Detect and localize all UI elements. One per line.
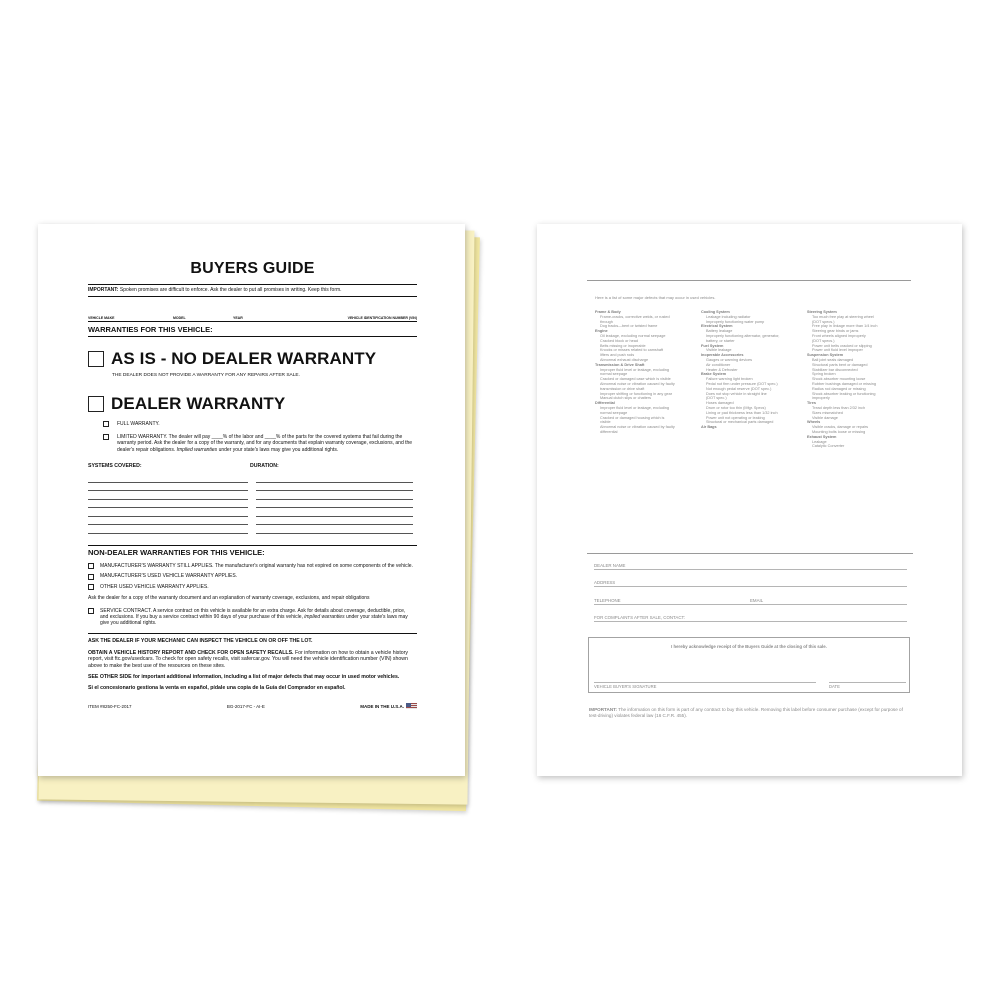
- defect-item: Battery leakage: [706, 329, 733, 334]
- defect-item: Visible damage: [812, 415, 838, 420]
- defects-intro: Here is a list of some major defects that may occur in used vehicles.: [595, 295, 716, 300]
- defect-item: transmission or drive shaft: [600, 386, 645, 391]
- defect-item: lifters and push rods: [600, 353, 635, 358]
- defect-item: Gauges or warning devices: [706, 357, 753, 362]
- defect-category: Differential: [595, 401, 615, 406]
- defect-category: Tires: [807, 401, 817, 406]
- defect-item: Stabilizer bar disconnected: [812, 367, 858, 372]
- defect-item: Too much free play at steering wheel: [812, 314, 874, 319]
- vehicle-fields: [88, 316, 417, 322]
- history-report-text: OBTAIN A VEHICLE HISTORY REPORT AND CHECK FOR OPEN SAFETY RECALLS. For information on how to obtain a vehicle history report, visit ftc.gov/usedcars. To check for open safety recalls, visit safercar.gov. You will need the vehicle identification number (VIN) shown above to make the best use of the resources on these sites.: [88, 650, 408, 669]
- buyers-guide-front-page: [38, 224, 465, 776]
- defect-item: Manual clutch slips or chatters: [600, 396, 652, 401]
- defect-item: Improper fluid level or leakage, excluding: [600, 405, 670, 410]
- defect-category: Inoperable Accessories: [701, 353, 744, 358]
- buyers-guide-back-page: [537, 224, 962, 776]
- mfr-used-checkbox[interactable]: [88, 574, 94, 580]
- defect-item: Leakage including radiator: [706, 314, 751, 319]
- other-used-option[interactable]: [88, 584, 417, 591]
- defect-item: Pedal not firm under pressure (DOT spec.): [706, 381, 778, 386]
- defect-item: Leakage: [812, 439, 827, 444]
- defect-category: Exhaust System: [807, 434, 837, 439]
- defect-category: Transmission & Drive Shaft: [595, 362, 645, 367]
- defect-item: Improperly functioning alternator, generator,: [706, 333, 780, 338]
- as-is-subtext: THE DEALER DOES NOT PROVIDE A WARRANTY FOR ANY REPAIRS AFTER SALE.: [112, 373, 300, 378]
- defect-item: Does not stop vehicle in straight line: [706, 391, 767, 396]
- defect-item: Drum or rotor too thin (Mfgr. Specs): [706, 405, 766, 410]
- important-text: Spoken promises are difficult to enforce. Ask the dealer to put all promises in writing. Keep this form.: [118, 287, 342, 293]
- complaints-contact-field[interactable]: FOR COMPLAINTS AFTER SALE, CONTACT:: [594, 615, 907, 622]
- defect-item: Visible leakage: [706, 348, 732, 353]
- duration-label: DURATION:: [250, 463, 279, 470]
- defect-item: Frame-cracks, corrective welds, or rusted: [600, 314, 670, 319]
- defect-item: Improperly functioning water pump: [706, 319, 765, 324]
- defects-column-2: [701, 310, 801, 430]
- limited-warranty-option[interactable]: [103, 434, 417, 454]
- email-field[interactable]: EMAIL: [750, 598, 764, 603]
- as-is-checkbox[interactable]: [88, 351, 104, 367]
- defect-category: Cooling System: [701, 310, 730, 314]
- defect-item: Abnormal noise or vibration caused by faulty: [600, 425, 675, 430]
- spanish-notice: Si el concesionario gestiona la venta en español, pídale una copia de la Guía del Comprador en español.: [88, 684, 346, 691]
- systems-duration-lines: [88, 474, 417, 534]
- back-important-notice: IMPORTANT: The information on this form is part of any contract to buy this vehicle. Removing this label before consumer purchase (except for purpose of test-driving) violates federal law (16 C.F.R. 455).: [589, 707, 903, 718]
- defects-column-3: [807, 310, 907, 449]
- front-footer: [88, 703, 417, 709]
- telephone-field[interactable]: TELEPHONE EMAIL: [594, 598, 907, 605]
- warranties-heading: WARRANTIES FOR THIS VEHICLE:: [88, 325, 417, 337]
- defect-item: Oil leakage, excluding normal seepage: [600, 333, 666, 338]
- see-other-side-text: SEE OTHER SIDE for important additional information, including a list of major defects that may occur in used motor vehicles.: [88, 673, 400, 680]
- full-warranty-label: FULL WARRANTY.: [117, 421, 160, 427]
- defect-category: Steering System: [807, 310, 837, 314]
- made-in-label: MADE IN THE U.S.A.: [360, 703, 417, 709]
- defect-item: battery, or starter: [706, 338, 735, 343]
- full-warranty-checkbox[interactable]: [103, 421, 109, 427]
- defect-item: Heater & Defroster: [706, 367, 738, 372]
- defect-item: Cracked or damaged case which is visible: [600, 377, 671, 382]
- defect-item: Air conditioner: [706, 362, 731, 367]
- as-is-label: AS IS - NO DEALER WARRANTY: [111, 349, 377, 368]
- defect-item: Power unit not operating or leaking: [706, 415, 765, 420]
- mfr-used-option[interactable]: [88, 573, 417, 580]
- defect-item: Belts missing or inoperable: [600, 343, 646, 348]
- defect-category: Wheels: [807, 420, 821, 425]
- defect-item: improperly: [812, 396, 830, 401]
- defect-item: Lining or pad thickness less than 1/32 inch: [706, 410, 778, 415]
- defect-item: Abnormal noise or vibration caused by faulty: [600, 381, 675, 386]
- dealer-warranty-label: DEALER WARRANTY: [111, 394, 286, 413]
- us-flag-icon: [406, 703, 417, 709]
- important-label: IMPORTANT:: [88, 287, 119, 293]
- defect-item: Sizes mismatched: [812, 410, 843, 415]
- page-title: BUYERS GUIDE: [190, 260, 315, 277]
- defect-item: Power unit fluid level improper: [812, 348, 863, 353]
- defect-item: Mounting bolts loose or missing: [812, 429, 866, 434]
- other-used-checkbox[interactable]: [88, 584, 94, 590]
- dealer-name-field[interactable]: DEALER NAME: [594, 563, 907, 570]
- defect-item: Ball joint seals damaged: [812, 357, 854, 362]
- defect-item: Spring broken: [812, 372, 836, 377]
- divider: [88, 633, 417, 634]
- duration-lines[interactable]: [256, 474, 413, 534]
- defect-category: Brake System: [701, 372, 727, 377]
- defect-item: visible: [600, 420, 611, 425]
- defect-item: Front wheels aligned improperly: [812, 333, 866, 338]
- defect-item: Cracked block or head: [600, 338, 638, 343]
- defect-item: Shock absorber mounting loose: [812, 377, 866, 382]
- form-code: BG-2017-FC - AI-E: [226, 703, 265, 709]
- divider: [587, 280, 911, 281]
- mfr-used-text: MANUFACTURER'S USED VEHICLE WARRANTY APPLIES.: [100, 573, 238, 580]
- ask-mechanic-text: ASK THE DEALER IF YOUR MECHANIC CAN INSPECT THE VEHICLE ON OR OFF THE LOT.: [88, 637, 313, 644]
- vehicle-vin-field[interactable]: VEHICLE IDENTIFICATION NUMBER (VIN): [347, 316, 417, 320]
- defect-item: Hoses damaged: [706, 401, 734, 406]
- defect-item: through: [600, 319, 613, 324]
- buyer-signature-field[interactable]: VEHICLE BUYER'S SIGNATURE: [594, 682, 816, 689]
- defect-item: (DOT specs.): [812, 319, 835, 324]
- service-contract-checkbox[interactable]: [88, 608, 94, 614]
- defect-item: Structural or mechanical parts damaged: [706, 420, 774, 425]
- address-field[interactable]: ADDRESS: [594, 580, 907, 587]
- defect-item: Steering gear binds or jams: [812, 329, 859, 334]
- defect-category: Air Bags: [701, 425, 717, 430]
- defect-item: Visible cracks, damage or repairs: [812, 425, 869, 430]
- defect-category: Suspension System: [807, 353, 844, 358]
- defect-item: Radius rod damaged or missing: [812, 386, 866, 391]
- mfr-still-applies-text: MANUFACTURER'S WARRANTY STILL APPLIES. The manufacturer's original warranty has not expired on some components of the vehicle.: [100, 562, 413, 569]
- defect-category: Frame & Body: [595, 310, 621, 314]
- defect-category: Engine: [595, 329, 608, 334]
- defect-item: (DOT specs.): [812, 338, 835, 343]
- defect-category: Electrical System: [701, 324, 733, 329]
- defect-item: Catalytic Converter: [812, 444, 845, 449]
- other-used-text: OTHER USED VEHICLE WARRANTY APPLIES.: [100, 583, 209, 590]
- defect-item: normal seepage: [600, 372, 628, 377]
- important-notice: [88, 284, 417, 297]
- defect-item: (DOT spec.): [706, 396, 727, 401]
- defects-column-1: [595, 310, 695, 435]
- service-contract-option[interactable]: [88, 608, 417, 627]
- defect-item: Structural parts bent or damaged: [812, 362, 868, 367]
- defect-item: Dog tracks—bent or twisted frame: [600, 324, 658, 329]
- defect-item: Rubber bushings damaged or missing: [812, 381, 876, 386]
- defect-item: Failure warning light broken: [706, 377, 753, 382]
- systems-covered-lines[interactable]: [88, 474, 248, 534]
- as-is-option[interactable]: [88, 349, 417, 369]
- dealer-warranty-checkbox[interactable]: [88, 396, 104, 412]
- divider: [587, 553, 913, 554]
- limited-warranty-checkbox[interactable]: [103, 434, 109, 440]
- defect-item: Cracked or damaged housing which is: [600, 415, 665, 420]
- acknowledgement-box: [588, 637, 910, 693]
- vehicle-make-field[interactable]: VEHICLE MAKE: [88, 316, 115, 320]
- service-contract-text: SERVICE CONTRACT. A service contract on this vehicle is available for an extra charge. Ask for details about coverage, deductible, price, and exclusions. If you buy a service contract within 90 days of your purchase of this vehicle, implied warranties under your state's laws may give you additional rights.: [100, 607, 408, 627]
- vehicle-year-field[interactable]: YEAR: [233, 316, 243, 320]
- limited-warranty-text: LIMITED WARRANTY. The dealer will pay ____% of the labor and ____% of the parts for the covered systems that fail during the warranty period. Ask the dealer for a copy of the warranty, and for any documents that explain warranty coverage, exclusions, and the dealer's repair obligations. Implied warranties under your state's laws may give you additional rights.: [117, 433, 413, 453]
- defect-item: Not enough pedal reserve (DOT spec.): [706, 386, 772, 391]
- vehicle-model-field[interactable]: MODEL: [173, 316, 186, 320]
- defect-item: Power unit belts cracked or slipping: [812, 343, 872, 348]
- item-number: ITEM #8250-FC-2017: [88, 703, 132, 709]
- defect-item: differential: [600, 429, 618, 434]
- defect-item: Improper shifting or functioning in any gear: [600, 391, 672, 396]
- defect-category: Fuel System: [701, 343, 724, 348]
- mfr-still-applies-checkbox[interactable]: [88, 563, 94, 569]
- defect-item: Abnormal exhaust discharge: [600, 357, 649, 362]
- ask-copy-text: Ask the dealer for a copy of the warranty document and an explanation of warranty coverage, exclusions, and repair obligations: [88, 595, 370, 602]
- systems-covered-label: SYSTEMS COVERED:: [88, 463, 142, 470]
- defect-item: Improper fluid level or leakage, excluding: [600, 367, 670, 372]
- dealer-warranty-option[interactable]: [88, 394, 417, 414]
- defect-item: Knocks or misses related to camshaft: [600, 348, 664, 353]
- defect-item: Free play in linkage more than 1/4 inch: [812, 324, 878, 329]
- defect-item: Tread depth less than 2/32 inch: [812, 405, 866, 410]
- defect-item: Shock absorber leaking or functioning: [812, 391, 876, 396]
- defect-item: normal seepage: [600, 410, 628, 415]
- full-warranty-option[interactable]: [103, 421, 417, 428]
- mfr-still-applies-option[interactable]: [88, 563, 417, 570]
- acknowledgement-text: I hereby acknowledge receipt of the Buyers Guide at the closing of this sale.: [671, 644, 827, 649]
- date-field[interactable]: DATE: [829, 682, 906, 689]
- systems-duration-headings: [88, 463, 417, 469]
- non-dealer-heading: NON-DEALER WARRANTIES FOR THIS VEHICLE:: [88, 545, 417, 557]
